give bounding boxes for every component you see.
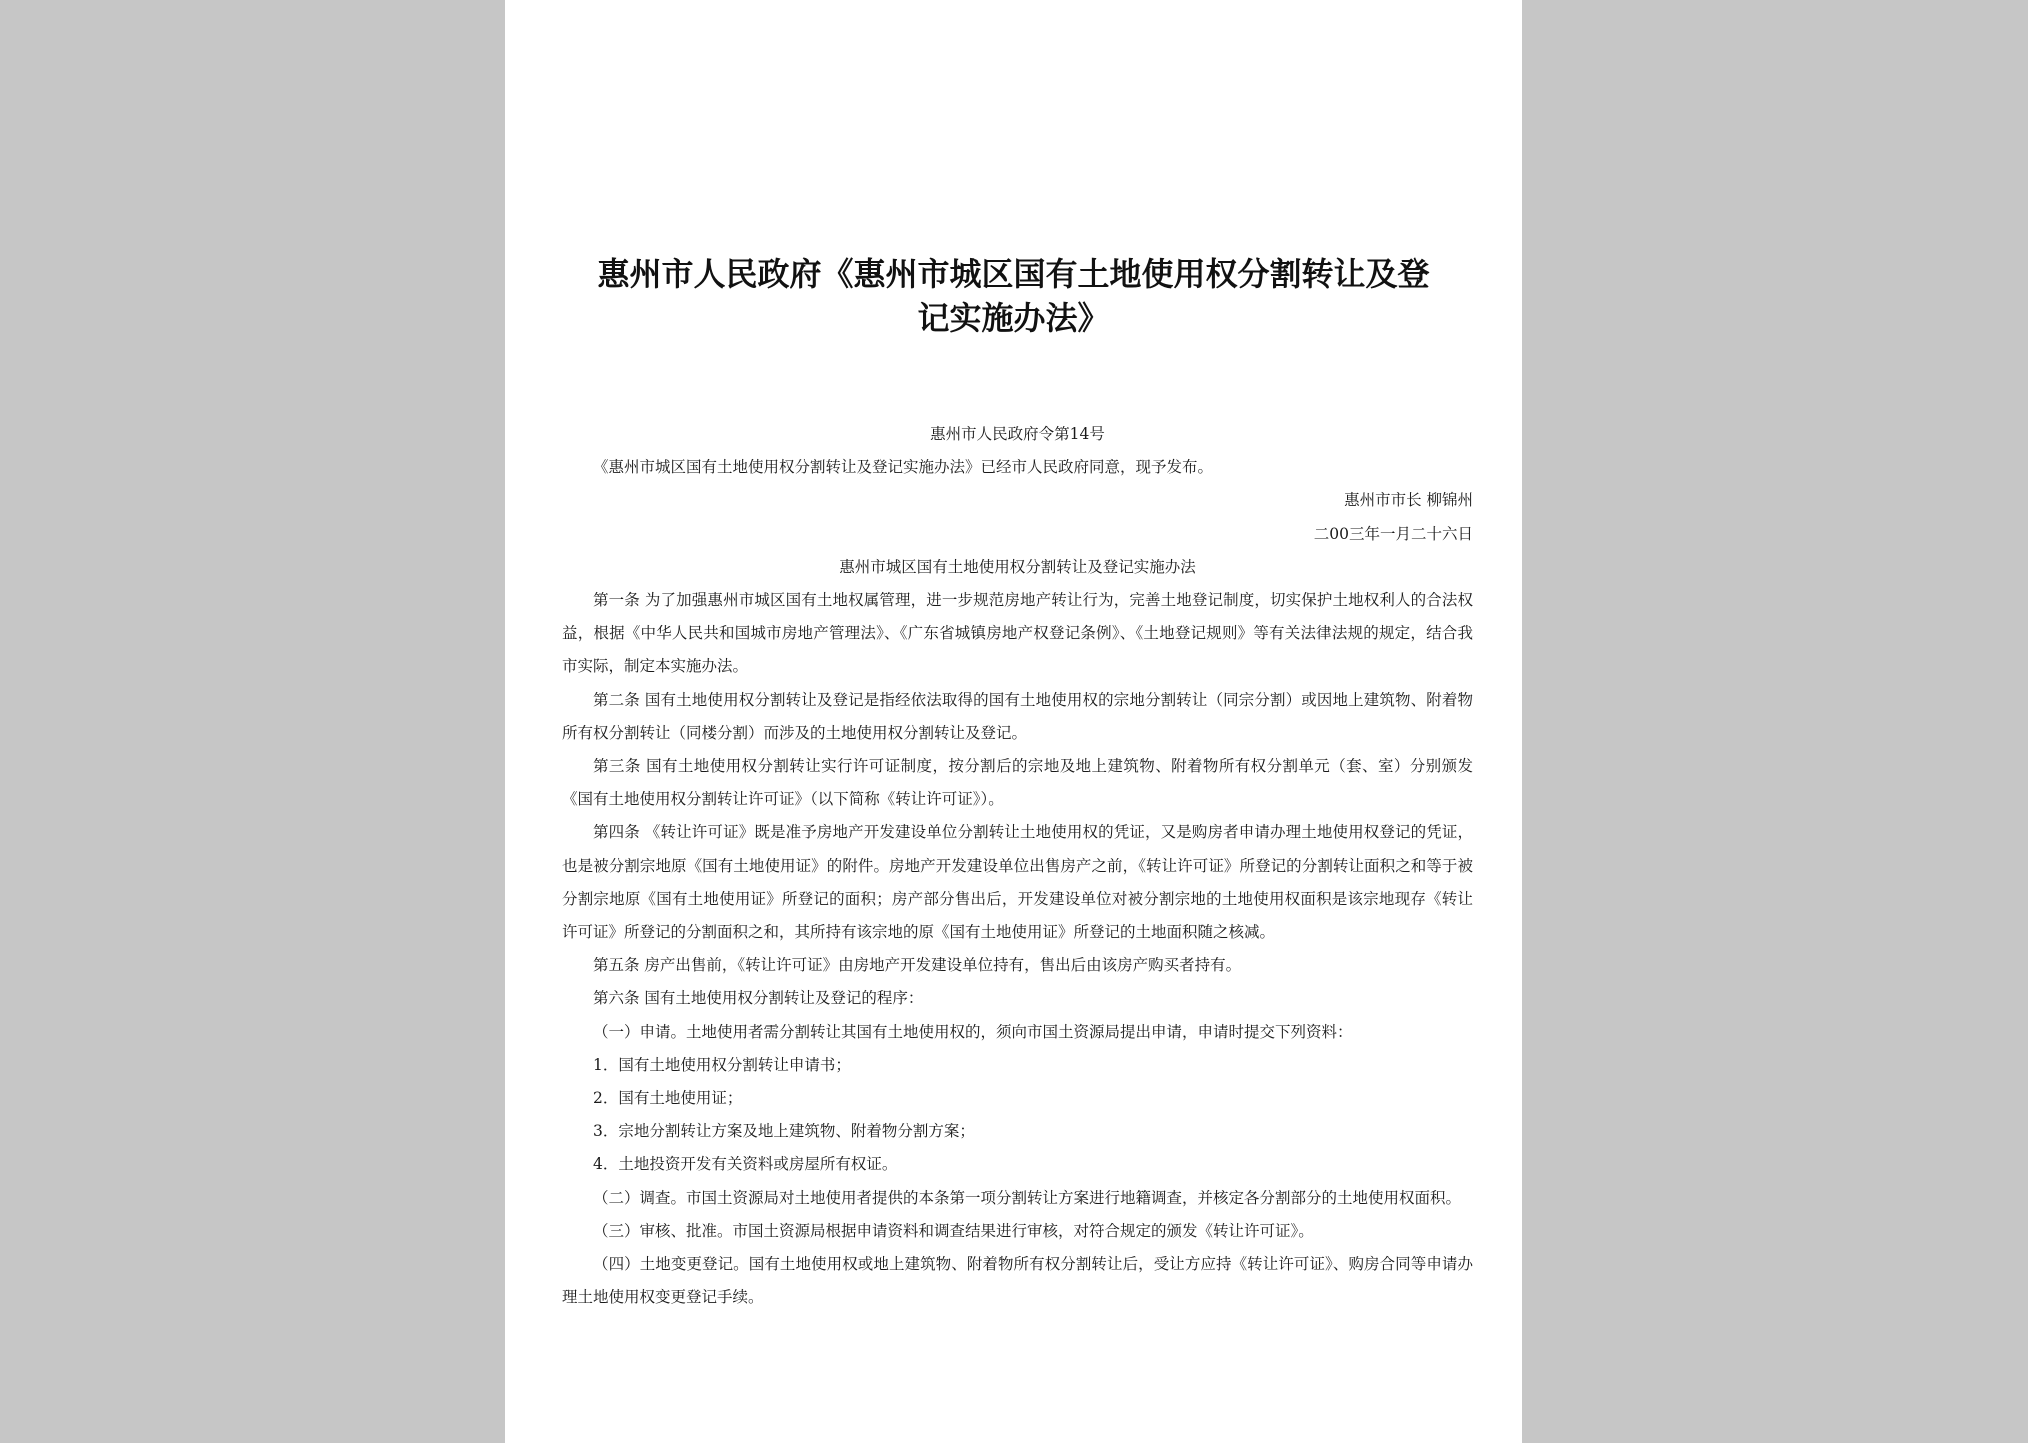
list-item: 2．国有土地使用证；	[593, 1089, 743, 1108]
list-item: 3．宗地分割转让方案及地上建筑物、附着物分割方案；	[593, 1122, 975, 1141]
order-number: 惠州市人民政府令第14号	[930, 425, 1105, 443]
list-item: 1．国有土地使用权分割转让申请书；	[593, 1055, 851, 1074]
article-1: 第一条 为了加强惠州市城区国有土地权属管理，进一步规范房地产转让行为，完善土地登记制度，切实保护土地权利人的合法权益，根据《中华人民共和国城市房地产管理法》、《广东省城镇房地产权登记条例》、《土地登记规则》等有关法律法规的规定，结合我市实际，制定本实施办法。	[562, 591, 1473, 676]
article-4: 第四条 《转让许可证》既是准予房地产开发建设单位分割转让土地使用权的凭证，又是购房者申请办理土地使用权登记的凭证，也是被分割宗地原《国有土地使用证》的附件。房地产开发建设单位出售房产之前，《转让许可证》所登记的分割转让面积之和等于被分割宗地原《国有土地使用证》所登记的面积；房产部分售出后，开发建设单位对被分割宗地的土地使用权面积是该宗地现存《转让许可证》所登记的分割面积之和，其所持有该宗地的原《国有土地使用证》所登记的土地面积随之核减。	[562, 823, 1473, 942]
document-subtitle: 惠州市城区国有土地使用权分割转让及登记实施办法	[839, 557, 1196, 576]
article-6: 第六条 国有土地使用权分割转让及登记的程序：	[593, 989, 924, 1008]
issue-date: 二00三年一月二十六日	[1313, 524, 1473, 543]
document-body	[562, 418, 1473, 1314]
article-6-item-4: （四）土地变更登记。国有土地使用权或地上建筑物、附着物所有权分割转让后，受让方应持《转让许可证》、购房合同等申请办理土地使用权变更登记手续。	[562, 1255, 1473, 1307]
document-title: 惠州市人民政府《惠州市城区国有土地使用权分割转让及登记实施办法》	[597, 255, 1430, 337]
list-item: 4．土地投资开发有关资料或房屋所有权证。	[593, 1155, 898, 1174]
article-5: 第五条 房产出售前，《转让许可证》由房地产开发建设单位持有，售出后由该房产购买者持有。	[593, 956, 1242, 975]
signatory: 惠州市市长 柳锦州	[1344, 491, 1473, 510]
article-6-item-1: （一）申请。土地使用者需分割转让其国有土地使用权的，须向市国土资源局提出申请，申请时提交下列资料：	[593, 1022, 1353, 1041]
article-6-item-3: （三）审核、批准。市国土资源局根据申请资料和调查结果进行审核，对符合规定的颁发《转让许可证》。	[593, 1221, 1314, 1240]
article-6-item-2: （二）调查。市国土资源局对土地使用者提供的本条第一项分割转让方案进行地籍调查，并核定各分割部分的土地使用权面积。	[593, 1188, 1462, 1207]
document-page	[505, 0, 1522, 1443]
article-3: 第三条 国有土地使用权分割转让实行许可证制度，按分割后的宗地及地上建筑物、附着物所有权分割单元（套、室）分别颁发《国有土地使用权分割转让许可证》（以下简称《转让许可证》）。	[562, 757, 1473, 809]
article-2: 第二条 国有土地使用权分割转让及登记是指经依法取得的国有土地使用权的宗地分割转让（同宗分割）或因地上建筑物、附着物所有权分割转让（同楼分割）而涉及的土地使用权分割转让及登记。	[562, 690, 1473, 742]
promulgation-statement: 《惠州市城区国有土地使用权分割转让及登记实施办法》已经市人民政府同意，现予发布。	[593, 458, 1214, 477]
